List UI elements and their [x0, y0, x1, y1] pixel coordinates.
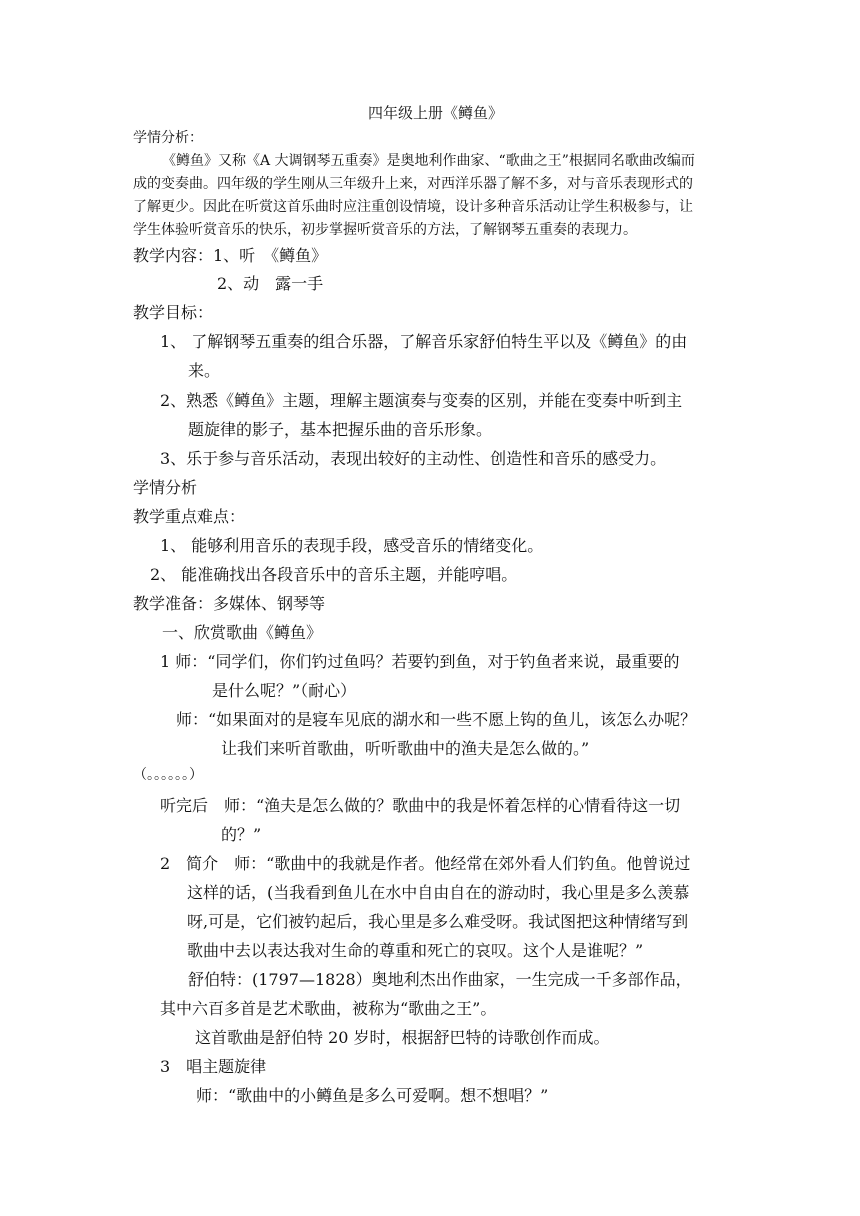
section-3-line-b: 师：“歌曲中的小鳟鱼是多么可爱啊。想不想唱？” — [196, 1086, 549, 1105]
section-1-line-f: 听完后 师：“渔夫是怎么做的？歌曲中的我是怀着怎样的心情看待这一切 — [160, 796, 681, 815]
document-title: 四年级上册《鳟鱼》 — [368, 104, 504, 122]
key-point-1: 1、 能够利用音乐的表现手段，感受音乐的情绪变化。 — [160, 536, 544, 555]
section-1-line-d: 让我们来听首歌曲，听听歌曲中的渔夫是怎么做的。” — [221, 739, 590, 758]
analysis-line-4: 学生体验听赏音乐的快乐，初步掌握听赏音乐的方法，了解钢琴五重奏的表现力。 — [133, 222, 637, 238]
section-1-line-a: 1 师：“同学们，你们钓过鱼吗？若要钓到鱼，对于钓鱼者来说，最重要的 — [160, 652, 680, 671]
section-2-line-a: 2 简介 师：“歌曲中的我就是作者。他经常在郊外看人们钓鱼。他曾说过 — [160, 854, 691, 873]
section-1-line-c: 师：“如果面对的是寝车见底的湖水和一些不愿上钩的鱼儿，该怎么办呢？ — [176, 710, 697, 729]
section-2-line-c: 呀,可是，它们被钓起后，我心里是多么难受呀。我试图把这种情绪写到 — [187, 912, 689, 931]
section-2-line-g: 这首歌曲是舒伯特 20 岁时，根据舒巴特的诗歌创作而成。 — [195, 1028, 610, 1047]
section-1-heading: 一、欣赏歌曲《鳟鱼》 — [162, 623, 323, 642]
section-3-heading: 3 唱主题旋律 — [160, 1057, 267, 1076]
section-1-line-e: （。。。。。。） — [133, 767, 203, 783]
section-1-line-b: 是什么呢？”（耐心） — [212, 681, 357, 700]
analysis-line-2: 成的变奏曲。四年级的学生刚从三年级升上来，对西洋乐器了解不多，对与音乐表现形式的 — [133, 176, 693, 192]
content-line-1: 教学内容：1、听 《鳟鱼》 — [133, 246, 328, 265]
key-point-2: 2、 能准确找出各段音乐中的音乐主题，并能哼唱。 — [150, 565, 518, 584]
section-2-line-e: 舒伯特：(1797—1828）奥地利杰出作曲家，一生完成一千多部作品， — [188, 970, 692, 989]
analysis-line-3: 了解更少。因此在听赏这首乐曲时应注重创设情境，设计多种音乐活动让学生积极参与，让 — [133, 199, 693, 215]
content-line-2: 2、动 露一手 — [217, 274, 324, 293]
analysis-heading: 学情分析： — [133, 130, 203, 146]
analysis-heading-2: 学情分析 — [133, 478, 198, 497]
goal-1-line-a: 1、 了解钢琴五重奏的组合乐器，了解音乐家舒伯特生平以及《鳟鱼》的由 — [160, 332, 688, 351]
section-2-line-b: 这样的话，(当我看到鱼儿在水中自由自在的游动时，我心里是多么羡慕 — [187, 883, 690, 902]
section-2-line-d: 歌曲中去以表达我对生命的尊重和死亡的哀叹。这个人是谁呢？” — [187, 941, 644, 960]
goals-heading: 教学目标： — [133, 303, 214, 322]
section-2-line-f: 其中六百多首是艺术歌曲，被称为“歌曲之王”。 — [160, 999, 497, 1018]
analysis-line-1: 《鳟鱼》又称《A 大调钢琴五重奏》是奥地利作曲家、“歌曲之王”根据同名歌曲改编而 — [162, 153, 695, 169]
goal-3: 3、乐于参与音乐活动，表现出较好的主动性、创造性和音乐的感受力。 — [160, 449, 667, 468]
section-1-line-g: 的？” — [221, 825, 262, 844]
key-points-heading: 教学重点难点： — [133, 507, 246, 526]
preparation: 教学准备：多媒体、钢琴等 — [133, 594, 326, 613]
goal-2-line-b: 题旋律的影子，基本把握乐曲的音乐形象。 — [188, 420, 493, 439]
goal-1-line-b: 来。 — [188, 361, 221, 380]
goal-2-line-a: 2、熟悉《鳟鱼》主题，理解主题演奏与变奏的区别，并能在变奏中听到主 — [160, 391, 683, 410]
